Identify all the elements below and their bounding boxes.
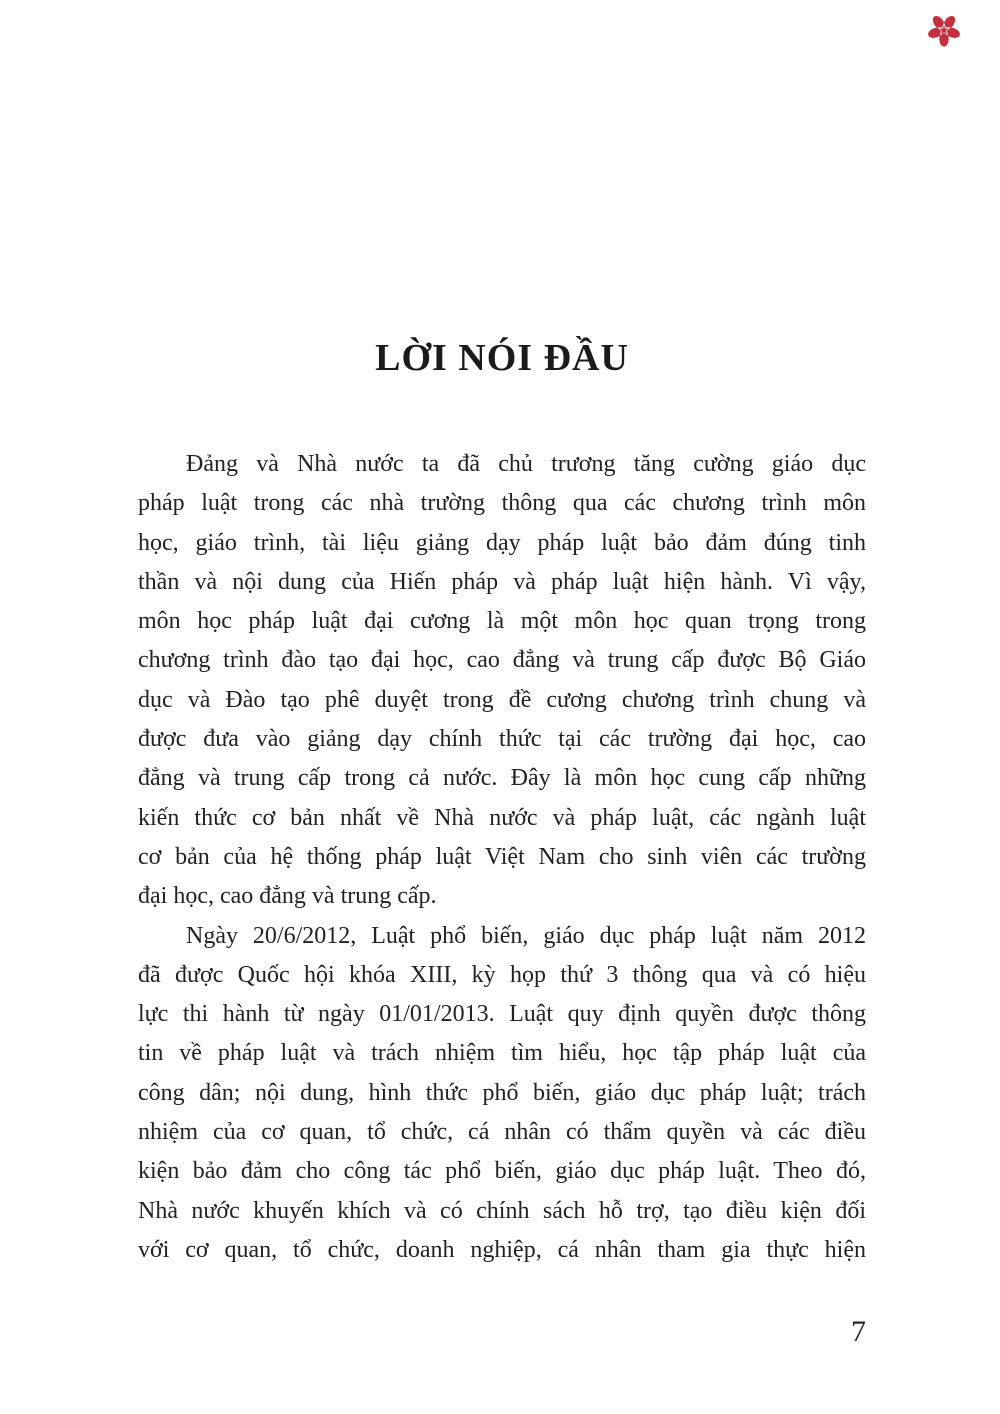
text-line: Nhà nước khuyến khích và có chính sách hỗ trợ, tạo điều kiện đối	[138, 1197, 866, 1224]
red-flower-icon	[927, 13, 961, 47]
page-title: LỜI NÓI ĐẦU	[375, 337, 629, 379]
text-line: pháp luật trong các nhà trường thông qua các chương trình môn	[138, 490, 866, 517]
body-text	[138, 445, 866, 1270]
text-line: dục và Đào tạo phê duyệt trong đề cương chương trình chung và	[138, 686, 866, 713]
text-line: đã được Quốc hội khóa XIII, kỳ họp thứ 3 thông qua và có hiệu	[138, 961, 866, 988]
text-line: nhiệm của cơ quan, tổ chức, cá nhân có thẩm quyền và các điều	[138, 1119, 866, 1146]
text-line: đẳng và trung cấp trong cả nước. Đây là môn học cung cấp những	[138, 765, 866, 792]
text-line: được đưa vào giảng dạy chính thức tại các trường đại học, cao	[138, 726, 866, 753]
text-line: cơ bản của hệ thống pháp luật Việt Nam cho sinh viên các trường	[138, 843, 866, 870]
text-line: môn học pháp luật đại cương là một môn học quan trọng trong	[138, 608, 866, 635]
text-line: chương trình đào tạo đại học, cao đẳng và trung cấp được Bộ Giáo	[138, 647, 866, 674]
text-line: công dân; nội dung, hình thức phổ biến, giáo dục pháp luật; trách	[138, 1079, 866, 1106]
text-line: đại học, cao đẳng và trung cấp.	[138, 883, 437, 910]
text-line: kiện bảo đảm cho công tác phổ biến, giáo dục pháp luật. Theo đó,	[138, 1158, 866, 1185]
text-line: Ngày 20/6/2012, Luật phổ biến, giáo dục pháp luật năm 2012	[186, 922, 866, 949]
text-line: kiến thức cơ bản nhất về Nhà nước và pháp luật, các ngành luật	[138, 804, 866, 831]
text-line: lực thi hành từ ngày 01/01/2013. Luật quy định quyền được thông	[138, 1001, 866, 1028]
text-line: thần và nội dung của Hiến pháp và pháp luật hiện hành. Vì vậy,	[138, 568, 866, 595]
page-number: 7	[851, 1315, 866, 1348]
text-line: với cơ quan, tổ chức, doanh nghiệp, cá nhân tham gia thực hiện	[138, 1236, 866, 1263]
text-line: Đảng và Nhà nước ta đã chủ trương tăng cường giáo dục	[186, 451, 866, 477]
text-line: học, giáo trình, tài liệu giảng dạy pháp luật bảo đảm đúng tinh	[138, 529, 866, 556]
paragraph-2	[138, 917, 866, 1271]
text-line: tin về pháp luật và trách nhiệm tìm hiểu, học tập pháp luật của	[138, 1040, 866, 1067]
paragraph-1	[138, 445, 866, 917]
